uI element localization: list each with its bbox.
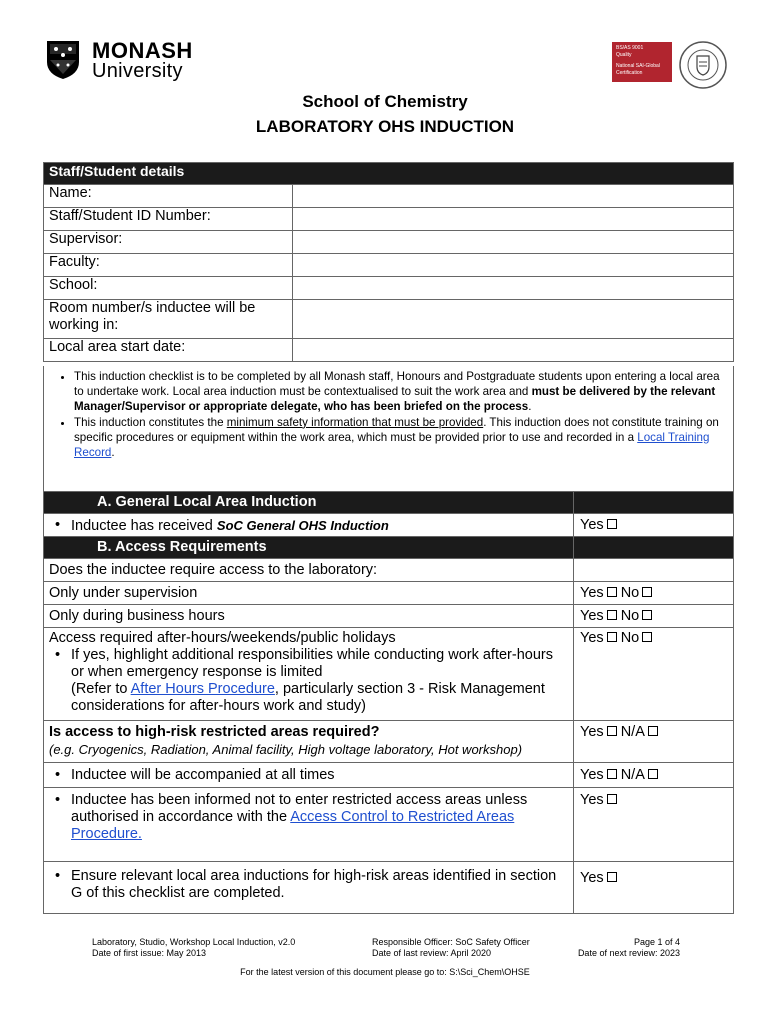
logo-word-monash: MONASH	[92, 38, 193, 63]
yes-checkbox[interactable]	[607, 632, 617, 642]
restricted-areas-options	[574, 788, 734, 862]
local-inductions-options	[574, 862, 734, 914]
footer-next-review: Date of next review: 2023	[577, 948, 680, 958]
faculty-field[interactable]	[293, 254, 734, 277]
general-induction-text: Inductee has received	[71, 518, 217, 534]
high-risk-examples: (e.g. Cryogenics, Radiation, Animal facility, High voltage laboratory, Hot workshop)	[49, 742, 523, 757]
cert-line-2: Quality	[616, 52, 632, 58]
staff-details-header: Staff/Student details	[44, 163, 734, 185]
yes-checkbox[interactable]	[607, 769, 617, 779]
field-label-room: Room number/s inductee will be working in:	[44, 300, 293, 339]
supervisor-field[interactable]	[293, 231, 734, 254]
yes-label: Yes	[580, 517, 604, 533]
na-checkbox[interactable]	[648, 726, 658, 736]
checklist-table	[43, 491, 734, 914]
access-control-procedure-link[interactable]: Access Control to Restricted Areas Procedure.	[71, 809, 515, 842]
yes-checkbox[interactable]	[607, 519, 617, 529]
footer-latest-version-note: For the latest version of this document please go to: S:\Sci_Chem\OHSE	[240, 967, 530, 977]
after-hours-refer: (Refer to	[71, 681, 131, 697]
section-b-title: B. Access Requirements	[44, 537, 574, 559]
instruction-2-underlined: minimum safety information that must be provided	[226, 415, 484, 429]
yes-label: Yes	[580, 767, 604, 783]
instruction-1-bold: must be delivered by the relevant Manager/Supervisor or appropriate delegate, who has been briefed on the process	[74, 385, 716, 414]
supervision-options	[574, 582, 734, 605]
local-inductions-row	[44, 862, 574, 914]
cert-line-1: BS/AS 9001	[616, 45, 644, 51]
room-number-field[interactable]	[293, 300, 734, 339]
accompanied-text: • Inductee will be accompanied at all times	[49, 767, 568, 784]
instruction-item	[74, 415, 723, 461]
no-checkbox[interactable]	[642, 610, 652, 620]
yes-checkbox[interactable]	[607, 872, 617, 882]
cert-label	[612, 42, 672, 82]
after-hours-refer-cont: , particularly section 3 - Risk Management considerations for after-hours work and study)	[71, 681, 545, 714]
restricted-areas-row	[44, 788, 574, 862]
local-inductions-text: • Ensure relevant local area inductions for high-risk areas identified in section G of this checklist are completed.	[49, 868, 568, 902]
yes-label: Yes	[580, 608, 604, 624]
yes-label: Yes	[580, 630, 604, 646]
logo-word-university: University	[92, 60, 183, 82]
field-label-supervisor: Supervisor:	[44, 231, 293, 254]
footer-page-number: Page 1 of 4	[633, 937, 680, 947]
monash-logo	[46, 40, 216, 84]
after-hours-bullet	[49, 647, 568, 715]
instruction-2-text-cont: . This induction does not constitute training on specific procedures or equipment within the work area, which must be provided prior to use and recorded in a	[74, 415, 719, 444]
after-hours-options	[574, 628, 734, 721]
no-checkbox[interactable]	[642, 587, 652, 597]
staff-details-table	[43, 162, 734, 362]
instruction-item	[74, 369, 723, 415]
accompanied-options	[574, 763, 734, 788]
footer-doc-title: Laboratory, Studio, Workshop Local Induction, v2.0	[92, 937, 296, 947]
no-label: No	[620, 608, 640, 624]
na-label: N/A	[620, 767, 645, 783]
after-hours-text: Access required after-hours/weekends/public holidays	[49, 630, 396, 646]
page-footer	[92, 937, 680, 963]
after-hours-row	[44, 628, 574, 721]
instruction-2-end: .	[111, 446, 115, 460]
high-risk-row	[44, 721, 574, 763]
restricted-areas-text: Inductee has been informed not to enter restricted access areas unless authorised in accordance with the	[71, 792, 528, 825]
field-label-faculty: Faculty:	[44, 254, 293, 277]
start-date-field[interactable]	[293, 339, 734, 362]
no-label: No	[620, 585, 640, 601]
footer-last-review: Date of last review: April 2020	[372, 948, 492, 958]
instruction-2-text: This induction constitutes the	[74, 415, 227, 429]
business-hours-row: Only during business hours	[44, 605, 574, 628]
field-label-school: School:	[44, 277, 293, 300]
monash-crest-icon	[46, 40, 80, 80]
yes-checkbox[interactable]	[607, 587, 617, 597]
general-induction-bold: SoC General OHS Induction	[216, 518, 389, 533]
local-training-record-link[interactable]: Local Training Record	[74, 430, 710, 460]
instruction-1-text: This induction checklist is to be completed by all Monash staff, Honours and Postgraduate students upon entering a local area to undertake work. Local area induction must be contextualised to suit the work area and	[74, 370, 720, 399]
id-number-field[interactable]	[293, 208, 734, 231]
yes-checkbox[interactable]	[607, 794, 617, 804]
na-label: N/A	[620, 724, 645, 740]
field-label-id: Staff/Student ID Number:	[44, 208, 293, 231]
access-question-blank	[574, 559, 734, 582]
business-hours-options	[574, 605, 734, 628]
section-b-header-cell	[574, 537, 734, 559]
section-a-row	[44, 514, 574, 537]
page-subtitle: LABORATORY OHS INDUCTION	[255, 117, 515, 136]
general-induction-options	[574, 514, 734, 537]
yes-label: Yes	[580, 792, 604, 808]
yes-label: Yes	[580, 585, 604, 601]
section-a-header-cell	[574, 492, 734, 514]
yes-checkbox[interactable]	[607, 726, 617, 736]
footer-responsible-officer: Responsible Officer: SoC Safety Officer	[372, 937, 530, 947]
access-question: Does the inductee require access to the laboratory:	[44, 559, 574, 582]
instructions-box	[43, 366, 734, 492]
cert-line-3: National SAI-Global	[616, 63, 660, 69]
instruction-1-end: .	[528, 400, 532, 414]
supervision-row: Only under supervision	[44, 582, 574, 605]
no-label: No	[620, 630, 640, 646]
certification-badge	[612, 42, 732, 86]
after-hours-procedure-link[interactable]: After Hours Procedure	[130, 681, 275, 697]
name-field[interactable]	[293, 185, 734, 208]
after-hours-bullet-text: If yes, highlight additional responsibilities while conducting work after-hours or when emergency response is limited	[71, 647, 553, 680]
yes-checkbox[interactable]	[607, 610, 617, 620]
page-title: School of Chemistry	[302, 92, 468, 111]
footer-first-issue: Date of first issue: May 2013	[92, 948, 207, 958]
high-risk-options	[574, 721, 734, 763]
field-label-name: Name:	[44, 185, 293, 208]
na-checkbox[interactable]	[648, 769, 658, 779]
yes-label: Yes	[580, 724, 604, 740]
accompanied-row	[44, 763, 574, 788]
no-checkbox[interactable]	[642, 632, 652, 642]
field-label-start-date: Local area start date:	[44, 339, 293, 362]
yes-label: Yes	[580, 870, 604, 886]
school-field[interactable]	[293, 277, 734, 300]
cert-seal-icon	[678, 40, 728, 90]
section-a-title: A. General Local Area Induction	[44, 492, 574, 514]
cert-line-4: Certification	[616, 70, 643, 76]
high-risk-question: Is access to high-risk restricted areas required?	[49, 724, 380, 740]
